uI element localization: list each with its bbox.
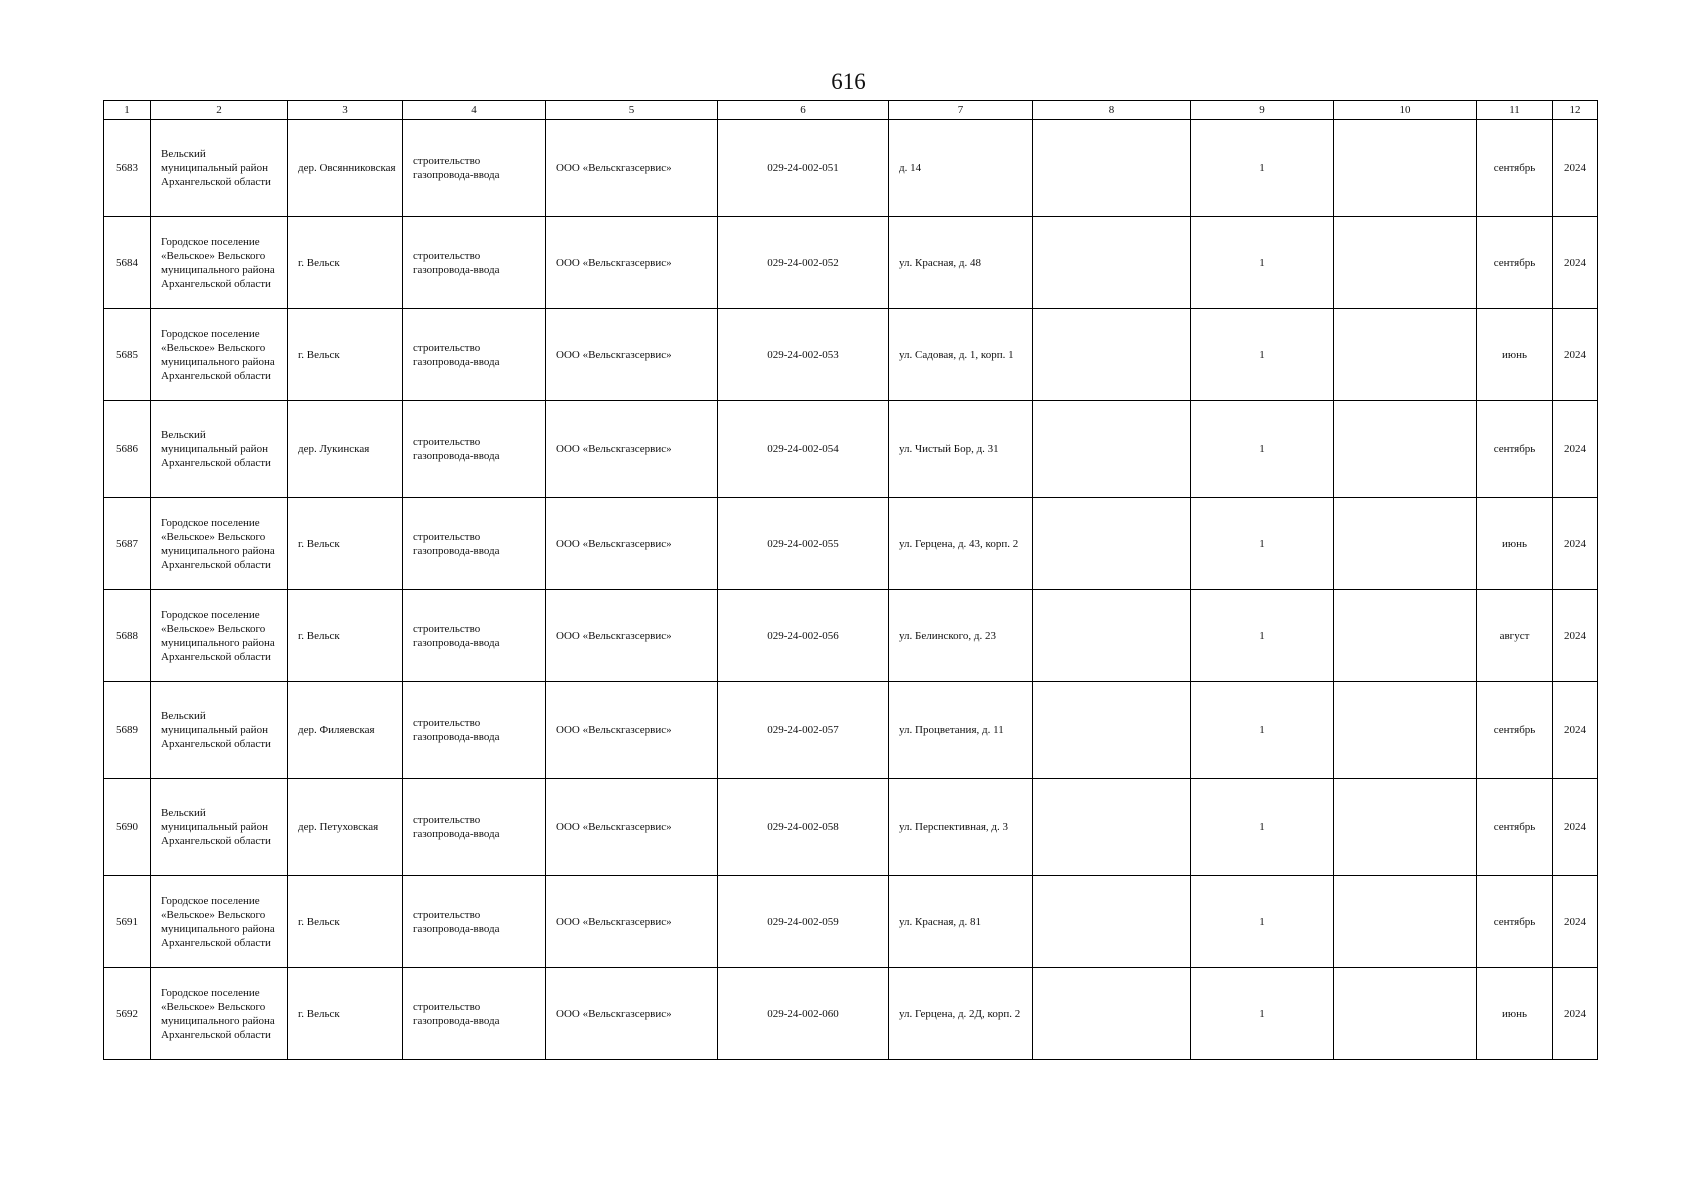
column-8-cell bbox=[1033, 217, 1191, 309]
address-cell: ул. Красная, д. 48 bbox=[889, 217, 1033, 309]
column-10-cell bbox=[1334, 498, 1477, 590]
work-type-cell: строительство газопровода-ввода bbox=[403, 498, 546, 590]
table-row bbox=[104, 498, 1598, 590]
month-cell: сентябрь bbox=[1477, 217, 1553, 309]
code-cell: 029-24-002-060 bbox=[718, 968, 889, 1060]
page-number: 616 bbox=[831, 69, 866, 94]
row-number-cell: 5683 bbox=[104, 120, 151, 217]
column-header: 9 bbox=[1191, 101, 1334, 120]
locality-cell: г. Вельск bbox=[288, 217, 403, 309]
work-type-cell: строительство газопровода-ввода bbox=[403, 682, 546, 779]
work-type-cell: строительство газопровода-ввода bbox=[403, 968, 546, 1060]
municipality-cell: Городское поселение «Вельское» Вельского муниципального района Архангельской области bbox=[151, 217, 288, 309]
column-8-cell bbox=[1033, 498, 1191, 590]
locality-cell: г. Вельск bbox=[288, 590, 403, 682]
table-row bbox=[104, 682, 1598, 779]
work-type-cell: строительство газопровода-ввода bbox=[403, 120, 546, 217]
table-row bbox=[104, 968, 1598, 1060]
organization-cell: ООО «Вельскгазсервис» bbox=[546, 217, 718, 309]
municipality-cell: Вельский муниципальный район Архангельской области bbox=[151, 779, 288, 876]
row-number-cell: 5692 bbox=[104, 968, 151, 1060]
code-cell: 029-24-002-053 bbox=[718, 309, 889, 401]
municipality-cell: Городское поселение «Вельское» Вельского муниципального района Архангельской области bbox=[151, 498, 288, 590]
organization-cell: ООО «Вельскгазсервис» bbox=[546, 682, 718, 779]
organization-cell: ООО «Вельскгазсервис» bbox=[546, 968, 718, 1060]
column-header: 2 bbox=[151, 101, 288, 120]
quantity-cell: 1 bbox=[1191, 120, 1334, 217]
month-cell: сентябрь bbox=[1477, 401, 1553, 498]
quantity-cell: 1 bbox=[1191, 498, 1334, 590]
locality-cell: дер. Лукинская bbox=[288, 401, 403, 498]
code-cell: 029-24-002-059 bbox=[718, 876, 889, 968]
quantity-cell: 1 bbox=[1191, 590, 1334, 682]
municipality-cell: Вельский муниципальный район Архангельской области bbox=[151, 401, 288, 498]
table-row bbox=[104, 309, 1598, 401]
quantity-cell: 1 bbox=[1191, 682, 1334, 779]
column-header: 3 bbox=[288, 101, 403, 120]
code-cell: 029-24-002-058 bbox=[718, 779, 889, 876]
year-cell: 2024 bbox=[1553, 968, 1598, 1060]
row-number-cell: 5684 bbox=[104, 217, 151, 309]
year-cell: 2024 bbox=[1553, 682, 1598, 779]
address-cell: ул. Садовая, д. 1, корп. 1 bbox=[889, 309, 1033, 401]
quantity-cell: 1 bbox=[1191, 401, 1334, 498]
month-cell: сентябрь bbox=[1477, 682, 1553, 779]
year-cell: 2024 bbox=[1553, 590, 1598, 682]
row-number-cell: 5689 bbox=[104, 682, 151, 779]
address-cell: ул. Процветания, д. 11 bbox=[889, 682, 1033, 779]
municipality-cell: Вельский муниципальный район Архангельской области bbox=[151, 682, 288, 779]
code-cell: 029-24-002-052 bbox=[718, 217, 889, 309]
month-cell: август bbox=[1477, 590, 1553, 682]
month-cell: июнь bbox=[1477, 968, 1553, 1060]
code-cell: 029-24-002-057 bbox=[718, 682, 889, 779]
organization-cell: ООО «Вельскгазсервис» bbox=[546, 401, 718, 498]
locality-cell: дер. Петуховская bbox=[288, 779, 403, 876]
year-cell: 2024 bbox=[1553, 779, 1598, 876]
column-8-cell bbox=[1033, 682, 1191, 779]
quantity-cell: 1 bbox=[1191, 309, 1334, 401]
address-cell: ул. Герцена, д. 43, корп. 2 bbox=[889, 498, 1033, 590]
column-header: 6 bbox=[718, 101, 889, 120]
organization-cell: ООО «Вельскгазсервис» bbox=[546, 590, 718, 682]
column-10-cell bbox=[1334, 120, 1477, 217]
address-cell: ул. Перспективная, д. 3 bbox=[889, 779, 1033, 876]
locality-cell: дер. Филяевская bbox=[288, 682, 403, 779]
quantity-cell: 1 bbox=[1191, 876, 1334, 968]
table-row bbox=[104, 401, 1598, 498]
column-10-cell bbox=[1334, 968, 1477, 1060]
organization-cell: ООО «Вельскгазсервис» bbox=[546, 309, 718, 401]
column-8-cell bbox=[1033, 120, 1191, 217]
work-type-cell: строительство газопровода-ввода bbox=[403, 309, 546, 401]
locality-cell: г. Вельск bbox=[288, 498, 403, 590]
year-cell: 2024 bbox=[1553, 217, 1598, 309]
column-header: 1 bbox=[104, 101, 151, 120]
column-8-cell bbox=[1033, 401, 1191, 498]
column-10-cell bbox=[1334, 876, 1477, 968]
column-header: 8 bbox=[1033, 101, 1191, 120]
row-number-cell: 5691 bbox=[104, 876, 151, 968]
column-number-row bbox=[104, 101, 1598, 120]
column-10-cell bbox=[1334, 309, 1477, 401]
locality-cell: г. Вельск bbox=[288, 968, 403, 1060]
column-8-cell bbox=[1033, 590, 1191, 682]
code-cell: 029-24-002-055 bbox=[718, 498, 889, 590]
row-number-cell: 5688 bbox=[104, 590, 151, 682]
municipality-cell: Вельский муниципальный район Архангельской области bbox=[151, 120, 288, 217]
row-number-cell: 5690 bbox=[104, 779, 151, 876]
month-cell: сентябрь bbox=[1477, 876, 1553, 968]
column-10-cell bbox=[1334, 590, 1477, 682]
column-header: 7 bbox=[889, 101, 1033, 120]
year-cell: 2024 bbox=[1553, 498, 1598, 590]
municipality-cell: Городское поселение «Вельское» Вельского муниципального района Архангельской области bbox=[151, 590, 288, 682]
organization-cell: ООО «Вельскгазсервис» bbox=[546, 779, 718, 876]
row-number-cell: 5685 bbox=[104, 309, 151, 401]
work-type-cell: строительство газопровода-ввода bbox=[403, 401, 546, 498]
address-cell: ул. Герцена, д. 2Д, корп. 2 bbox=[889, 968, 1033, 1060]
locality-cell: г. Вельск bbox=[288, 876, 403, 968]
organization-cell: ООО «Вельскгазсервис» bbox=[546, 120, 718, 217]
municipality-cell: Городское поселение «Вельское» Вельского муниципального района Архангельской области bbox=[151, 309, 288, 401]
column-8-cell bbox=[1033, 779, 1191, 876]
table-body bbox=[104, 120, 1598, 1060]
column-8-cell bbox=[1033, 876, 1191, 968]
locality-cell: дер. Овсянниковская bbox=[288, 120, 403, 217]
month-cell: июнь bbox=[1477, 309, 1553, 401]
month-cell: июнь bbox=[1477, 498, 1553, 590]
column-10-cell bbox=[1334, 779, 1477, 876]
table-row bbox=[104, 590, 1598, 682]
register-table bbox=[103, 100, 1598, 1060]
year-cell: 2024 bbox=[1553, 309, 1598, 401]
year-cell: 2024 bbox=[1553, 401, 1598, 498]
column-header: 12 bbox=[1553, 101, 1598, 120]
quantity-cell: 1 bbox=[1191, 779, 1334, 876]
work-type-cell: строительство газопровода-ввода bbox=[403, 217, 546, 309]
column-header: 5 bbox=[546, 101, 718, 120]
column-header: 10 bbox=[1334, 101, 1477, 120]
quantity-cell: 1 bbox=[1191, 217, 1334, 309]
code-cell: 029-24-002-056 bbox=[718, 590, 889, 682]
row-number-cell: 5686 bbox=[104, 401, 151, 498]
column-10-cell bbox=[1334, 217, 1477, 309]
address-cell: ул. Красная, д. 81 bbox=[889, 876, 1033, 968]
municipality-cell: Городское поселение «Вельское» Вельского муниципального района Архангельской области bbox=[151, 968, 288, 1060]
address-cell: ул. Белинского, д. 23 bbox=[889, 590, 1033, 682]
column-10-cell bbox=[1334, 401, 1477, 498]
organization-cell: ООО «Вельскгазсервис» bbox=[546, 498, 718, 590]
table-row bbox=[104, 217, 1598, 309]
table-row bbox=[104, 779, 1598, 876]
month-cell: сентябрь bbox=[1477, 779, 1553, 876]
code-cell: 029-24-002-054 bbox=[718, 401, 889, 498]
work-type-cell: строительство газопровода-ввода bbox=[403, 779, 546, 876]
table-row bbox=[104, 876, 1598, 968]
row-number-cell: 5687 bbox=[104, 498, 151, 590]
column-header: 4 bbox=[403, 101, 546, 120]
work-type-cell: строительство газопровода-ввода bbox=[403, 876, 546, 968]
work-type-cell: строительство газопровода-ввода bbox=[403, 590, 546, 682]
code-cell: 029-24-002-051 bbox=[718, 120, 889, 217]
column-8-cell bbox=[1033, 968, 1191, 1060]
address-cell: д. 14 bbox=[889, 120, 1033, 217]
table-row bbox=[104, 120, 1598, 217]
year-cell: 2024 bbox=[1553, 876, 1598, 968]
column-8-cell bbox=[1033, 309, 1191, 401]
quantity-cell: 1 bbox=[1191, 968, 1334, 1060]
organization-cell: ООО «Вельскгазсервис» bbox=[546, 876, 718, 968]
column-10-cell bbox=[1334, 682, 1477, 779]
locality-cell: г. Вельск bbox=[288, 309, 403, 401]
month-cell: сентябрь bbox=[1477, 120, 1553, 217]
column-header: 11 bbox=[1477, 101, 1553, 120]
address-cell: ул. Чистый Бор, д. 31 bbox=[889, 401, 1033, 498]
year-cell: 2024 bbox=[1553, 120, 1598, 217]
municipality-cell: Городское поселение «Вельское» Вельского муниципального района Архангельской области bbox=[151, 876, 288, 968]
